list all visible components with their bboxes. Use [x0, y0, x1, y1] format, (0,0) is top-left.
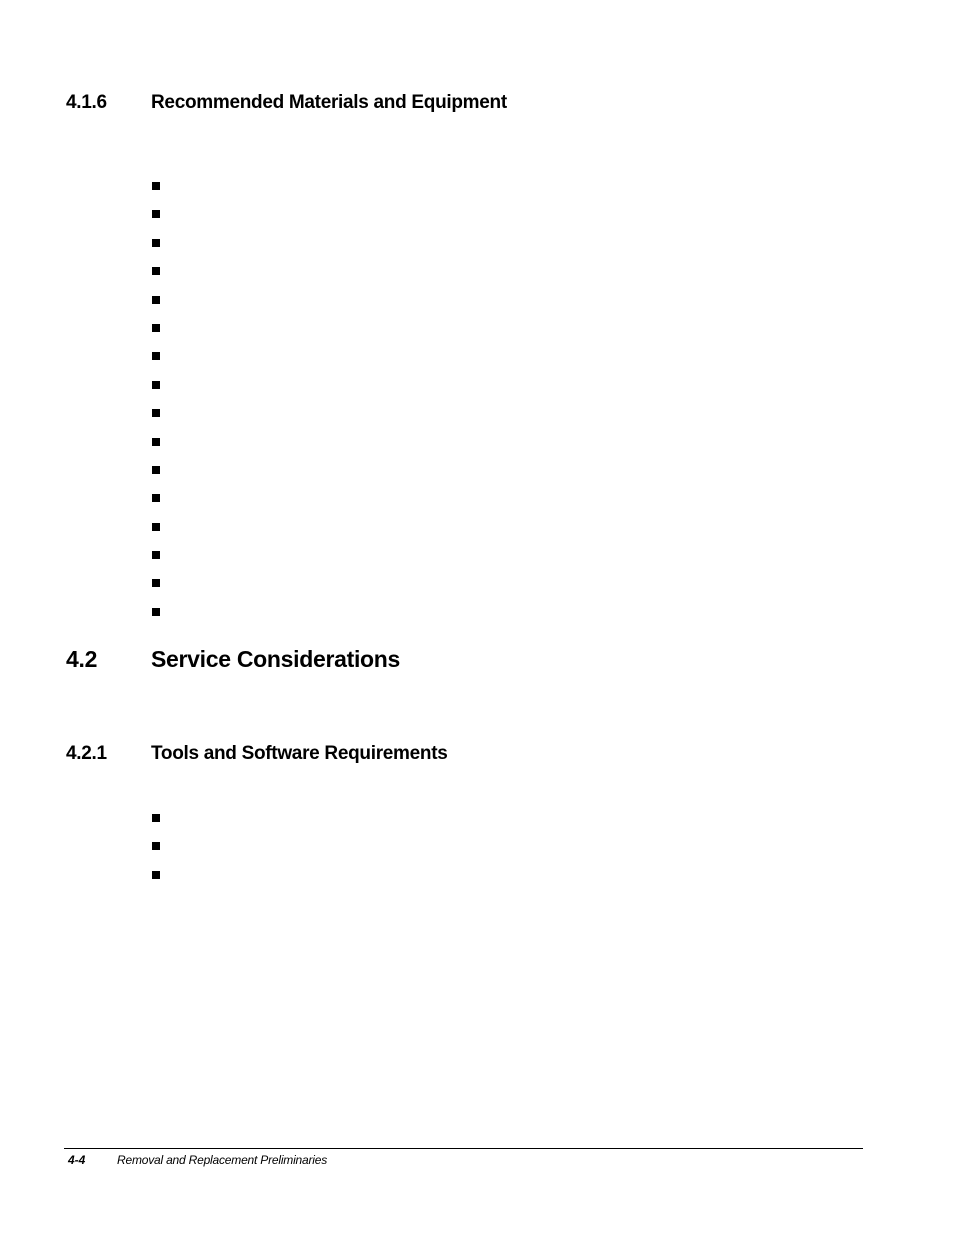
- square-bullet-icon: [152, 352, 160, 360]
- square-bullet-icon: [152, 466, 160, 474]
- section-heading-4-2-1: [0, 742, 954, 766]
- square-bullet-icon: [152, 267, 160, 275]
- square-bullet-icon: [152, 814, 160, 822]
- square-bullet-icon: [152, 551, 160, 559]
- square-bullet-icon: [152, 438, 160, 446]
- square-bullet-icon: [152, 210, 160, 218]
- square-bullet-icon: [152, 579, 160, 587]
- footer-chapter-title: Removal and Replacement Preliminaries: [117, 1153, 328, 1167]
- section-number: 4.2: [66, 646, 98, 672]
- square-bullet-icon: [152, 182, 160, 190]
- section-title: Service Considerations: [151, 646, 401, 672]
- square-bullet-icon: [152, 409, 160, 417]
- section-number: 4.1.6: [66, 92, 107, 113]
- square-bullet-icon: [152, 239, 160, 247]
- square-bullet-icon: [152, 494, 160, 502]
- footer-page-number: 4-4: [68, 1153, 86, 1167]
- square-bullet-icon: [152, 296, 160, 304]
- section-heading-4-1-6: [0, 91, 954, 115]
- section-heading-4-2: [0, 645, 954, 673]
- square-bullet-icon: [152, 842, 160, 850]
- section-title: Tools and Software Requirements: [151, 743, 448, 764]
- section-number: 4.2.1: [66, 743, 107, 764]
- square-bullet-icon: [152, 324, 160, 332]
- square-bullet-icon: [152, 381, 160, 389]
- square-bullet-icon: [152, 523, 160, 531]
- square-bullet-icon: [152, 608, 160, 616]
- footer-divider: [64, 1148, 863, 1149]
- section-title: Recommended Materials and Equipment: [151, 92, 507, 113]
- square-bullet-icon: [152, 871, 160, 879]
